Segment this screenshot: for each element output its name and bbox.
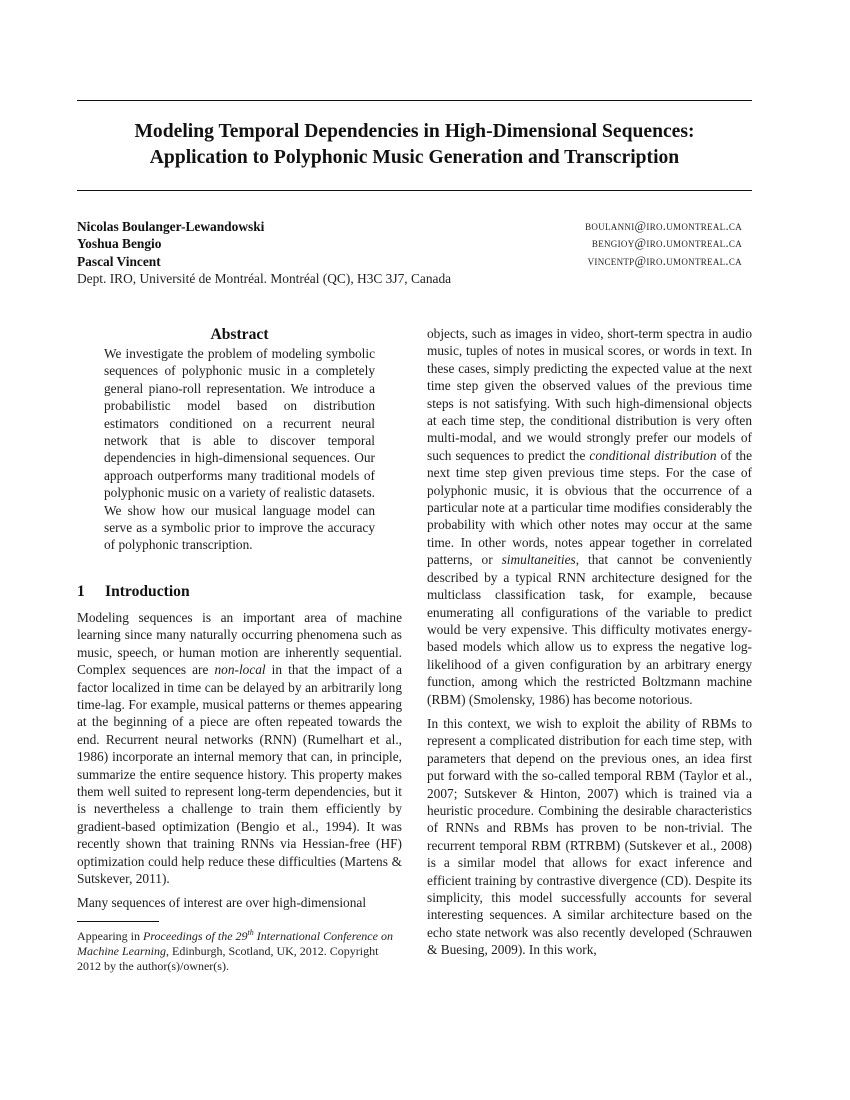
emphasis-text: simultaneities [501, 552, 576, 568]
author-block [77, 218, 752, 287]
paper-title [77, 119, 752, 171]
author-name: Pascal Vincent [77, 253, 161, 269]
emphasis-text: conditional distribution [589, 447, 717, 463]
emphasis-text: International Conference on Machine Learning [77, 928, 393, 958]
title-line-2: Application to Polyphonic Music Generation and Transcription [149, 147, 680, 168]
emphasis-text: non-local [214, 662, 266, 678]
right-column [427, 325, 752, 959]
author-email: vincentp@iro.umontreal.ca [587, 253, 742, 268]
affiliation: Dept. IRO, Université de Montréal. Montréal (QC), H3C 3J7, Canada [77, 270, 452, 286]
emphasis-text: Proceedings of the 29 [142, 928, 248, 943]
title-line-1: Modeling Temporal Dependencies in High-Dimensional Sequences: [134, 121, 695, 142]
section-title: Introduction [105, 582, 190, 600]
section-number: 1 [77, 582, 85, 600]
top-rule [77, 100, 752, 101]
intro-paragraph-2-cont [427, 325, 752, 708]
text-run: Modeling sequences is an important area of machine learning since many naturally occurring phenomena such as music, speech, or human motion are inherently sequential. Complex sequences are [77, 609, 402, 678]
intro-paragraph-2-start: Many sequences of interest are over high-dimensional [77, 895, 367, 911]
author-name: Nicolas Boulanger-Lewandowski [77, 219, 265, 234]
abstract-text: We investigate the problem of modeling symbolic sequences of polyphonic music in a completely general piano-roll representation. We introduce a probabilistic model based on distribution estimators conditioned on a recurrent neural network that is able to discover temporal dependencies in high-dimensional sequences. Our approach outperforms many traditional models of polyphonic music on a variety of realistic datasets. We show how our musical language model can serve as a symbolic prior to improve the accuracy of polyphonic transcription. [104, 346, 375, 553]
section-heading [77, 582, 402, 602]
text-run: of the next time step given previous time steps. For the case of polyphonic music, it is obvious that the occurrence of a particular note at a particular time modifies considerably the probability with which other notes may occur at the same time. In other words, notes appear together in correlated patterns, or [427, 447, 752, 568]
author-name: Yoshua Bengio [77, 236, 162, 252]
abstract-heading: Abstract [210, 326, 269, 343]
author-row [77, 218, 752, 235]
intro-paragraph-1 [77, 609, 402, 888]
author-email: bengioy@iro.umontreal.ca [591, 236, 742, 251]
text-run: , Edinburgh, Scotland, UK, 2012. Copyright 2012 by the author(s)/owner(s). [77, 943, 379, 974]
author-email: boulanni@iro.umontreal.ca [585, 219, 742, 233]
bottom-title-rule [77, 190, 752, 191]
superscript: th [247, 927, 254, 937]
author-row [77, 253, 752, 270]
left-column [77, 325, 402, 974]
text-run: Appearing in [77, 928, 143, 943]
text-run: objects, such as images in video, short-term spectra in audio music, tuples of notes in musical scores, or words in text. In these cases, simply predicting the expected value at the next time step given the observed values of the previous time steps is not satisfying. With such high-dimensional objects at each time step, the conditional distribution is very often multi-modal, and we would strongly prefer our models of such sequences to predict the [427, 326, 752, 463]
footnote [77, 925, 402, 975]
footnote-rule [77, 921, 159, 922]
author-row [77, 235, 752, 252]
intro-paragraph-3: In this context, we wish to exploit the ability of RBMs to represent a complicated distribution for each time step, with parameters that depend on the previous ones, an idea first put forward with the so-called temporal RBM (Taylor et al., 2007; Sutskever & Hinton, 2007) which is trained via a heuristic procedure. Combining the desirable characteristics of RNNs and RBMs has proven to be non-trivial. The recurrent temporal RBM (RTRBM) (Sutskever et al., 2008) is a similar model that allows for exact inference and efficient training by contrastive divergence (CD). Despite its simplicity, this model successfully accounts for several interesting sequences. A similar architecture based on the echo state network was also recently developed (Schrauwen & Buesing, 2009). In this work, [427, 715, 752, 958]
text-run: in that the impact of a factor localized in time can be delayed by an arbitrarily long time-lag. For example, musical patterns or themes appearing at the beginning of a piece are often repeated towards the end. Recurrent neural networks (RNN) (Rumelhart et al., 1986) incorporate an internal memory that can, in principle, summarize the entire sequence history. This property makes them well suited to represent long-term dependencies, but it is nevertheless a challenge to train them efficiently by gradient-based optimization (Bengio et al., 1994). It was recently shown that training RNNs via Hessian-free (HF) optimization could help reduce these difficulties (Martens & Sutskever, 2011). [77, 662, 402, 886]
text-run: , that cannot be conveniently described by a typical RNN architecture designed for the multiclass classification task, for example, because enumerating all configurations of the variable to predict would be very expensive. This difficulty motivates energy-based models which allow us to express the negative log-likelihood of a given configuration by an arbitrary energy function, among which the restricted Boltzmann machine (RBM) (Smolensky, 1986) has become notorious. [427, 552, 752, 707]
